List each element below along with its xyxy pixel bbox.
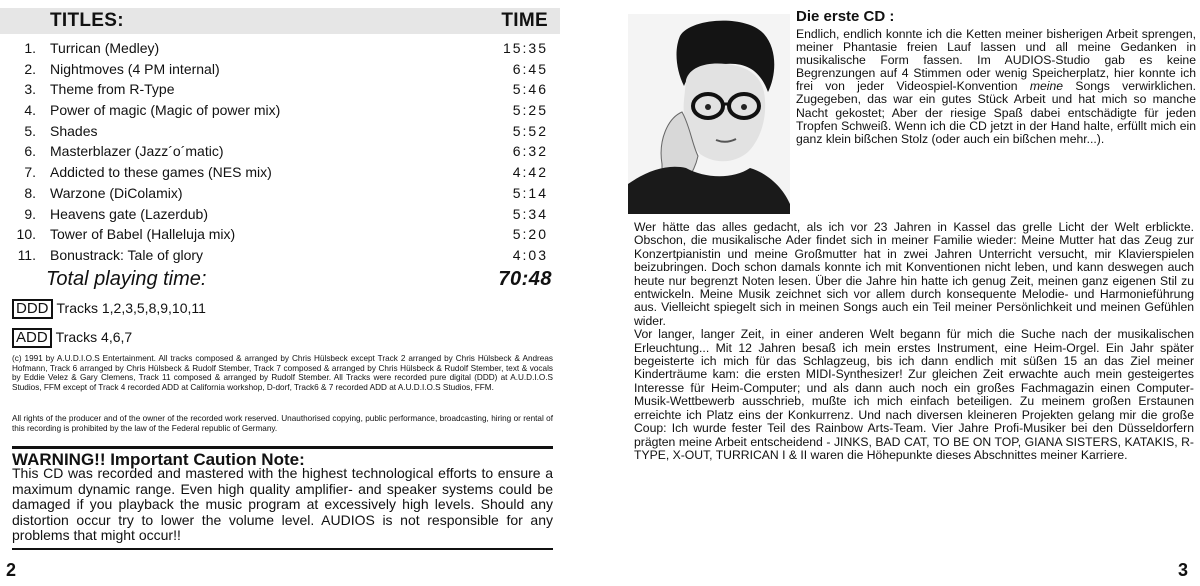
track-row bbox=[0, 224, 560, 245]
track-title: Tower of Babel (Halleluja mix) bbox=[50, 226, 236, 243]
add-tracks: Tracks 4,6,7 bbox=[55, 329, 133, 345]
time-heading: TIME bbox=[501, 10, 548, 31]
track-row bbox=[0, 100, 560, 121]
track-time: 5:25 bbox=[512, 102, 548, 119]
page-number-right: 3 bbox=[1177, 560, 1188, 580]
track-title: Heavens gate (Lazerdub) bbox=[50, 205, 208, 222]
track-row bbox=[0, 59, 560, 80]
rights-notice: All rights of the producer and of the owner of the recorded work reserved. Unauthorised copying, public performance, broadcasting, hiring or rental of this recording is prohibited by the law of the Federal republic of Germany. bbox=[12, 414, 553, 433]
track-number: 7. bbox=[24, 164, 36, 181]
track-number: 10. bbox=[16, 226, 36, 243]
ddd-tracks: Tracks 1,2,3,5,8,9,10,11 bbox=[56, 300, 206, 316]
track-number: 3. bbox=[24, 81, 36, 98]
track-number: 2. bbox=[24, 60, 36, 77]
ddd-code-box: DDD bbox=[12, 299, 53, 319]
warning-divider bbox=[12, 548, 553, 550]
bio-paragraph-1: Wer hätte das alles gedacht, als ich vor 23 Jahren in Kassel das grelle Licht der Welt erblickte. Obschon, die musikalische Ader findet sich in meiner Familie wieder: Meine Mutter hat das Zeug zur Konzertpianistin und meine Großmutter hat in zwei Jahren Unterricht versucht, mir Klavierspielen beizubringen. Doch schon damals konnte ich mit Konventionen nicht leben, und kann deswegen auch heute nur begrenzt Noten lesen. Über die Jahre hin hatte ich genug Zeit, meinen ganz eigenen Stil zu entwickeln. Meine Musik zeichnet sich vor allem durch konsequente Melodie- und Harmonieführung aus. Vielleicht spiegelt sich in meinen Songs auch ein Teil meiner Persönlichkeit und meinen Gefühlen wider. bbox=[634, 220, 1194, 328]
tracklist bbox=[0, 38, 560, 266]
intro-text-part2: Songs verwirklichen. Zugegeben, das war ein gutes Stück Arbeit und hat mich so manche Nacht gekostet; Aber der riesige Spaß dabei entschädigte für jeden Tropfen Schweiß. Wenn ich die CD jetzt in der Hand halte, erfüllt mich ein ganz klein bißchen Stolz (oder auch ein bißchen mehr...). bbox=[796, 79, 1196, 146]
track-time: 6:32 bbox=[512, 143, 548, 160]
track-row bbox=[0, 79, 560, 100]
titles-heading: TITLES: bbox=[50, 10, 124, 31]
intro-text bbox=[796, 28, 1196, 146]
track-title: Power of magic (Magic of power mix) bbox=[50, 102, 281, 119]
track-row bbox=[0, 121, 560, 142]
intro-title: Die erste CD : bbox=[796, 8, 895, 25]
track-title: Theme from R-Type bbox=[50, 81, 175, 98]
track-title: Turrican (Medley) bbox=[50, 40, 160, 56]
track-title: Bonustrack: Tale of glory bbox=[50, 246, 204, 263]
track-row bbox=[0, 38, 560, 59]
track-time: 6:45 bbox=[512, 60, 548, 77]
page-number-left: 2 bbox=[6, 560, 17, 580]
left-page bbox=[0, 0, 580, 586]
ddd-code-line bbox=[12, 298, 206, 318]
intro-text-part1: Endlich, endlich konnte ich die Ketten meiner bisherigen Arbeit sprengen, meiner Phantasie freien Lauf lassen und all meine Gedanken in musikalische Form fassen. Im AUDIOS-Studio gab es keine Begrenzungen auf 4 Stimmen oder wenig Speicherplatz, hier konnte ich frei von jeder Videospiel-Konvention bbox=[796, 27, 1196, 94]
track-title: Shades bbox=[50, 122, 98, 139]
track-row bbox=[0, 183, 560, 204]
tracklist-header bbox=[0, 8, 560, 34]
right-page bbox=[600, 0, 1200, 586]
track-row bbox=[0, 141, 560, 162]
track-number: 9. bbox=[24, 205, 36, 222]
track-time: 5:14 bbox=[512, 184, 548, 201]
total-label: Total playing time: bbox=[46, 268, 207, 290]
track-number: 6. bbox=[24, 143, 36, 160]
track-time: 15:35 bbox=[502, 40, 548, 56]
warning-title: WARNING!! Important Caution Note: bbox=[12, 446, 553, 470]
track-row bbox=[0, 204, 560, 225]
track-number: 1. bbox=[24, 40, 36, 56]
track-title: Addicted to these games (NES mix) bbox=[50, 164, 272, 181]
track-row bbox=[0, 245, 560, 266]
track-time: 5:46 bbox=[512, 81, 548, 98]
track-time: 4:03 bbox=[512, 246, 548, 263]
track-title: Nightmoves (4 PM internal) bbox=[50, 60, 220, 77]
add-code-line bbox=[12, 327, 132, 347]
track-number: 11. bbox=[17, 246, 36, 263]
total-value: 70:48 bbox=[498, 268, 552, 290]
portrait-photo bbox=[628, 14, 790, 214]
warning-body: This CD was recorded and mastered with the highest technological efforts to ensure a maximum dynamic range. Even high quality amplifier- and speaker systems could be damaged if you playback the music program at excessively high levels. Should any distortion occur try to lower the volume level. AUDIOS is not responsible for any problems that might occur!! bbox=[12, 465, 553, 544]
track-time: 5:52 bbox=[512, 122, 548, 139]
track-title: Warzone (DiColamix) bbox=[50, 184, 183, 201]
track-time: 4:42 bbox=[512, 164, 548, 181]
bio-paragraph-2: Vor langer, langer Zeit, in einer anderen Welt begann für mich die Suche nach der musikalischen Erleuchtung... Mit 12 Jahren besaß ich mein erstes Instrument, eine Heim-Orgel. Ein Jahr später begeisterte ich mich für das Schlagzeug, bis ich dann endlich mit süßen 15 an das Ziel meiner Kinderträume kam: die ersten MIDI-Synthesizer! Zur gleichen Zeit erwachte auch mein gesteigertes Interesse für Heim-Computer; und als dann auch noch ein großes Fachmagazin einen Computer-Musik-Wettbewerb ausschrieb, mußte ich mich einfach beteiligen. Zu meinem großen Erstaunen erreichte ich Platz eins der Konkurrenz. Und nach diversen kleineren Projekten gelang mir die große Coup: Ich wurde fester Teil des Rainbow Arts-Team. Vier Jahre Profi-Musiker bei den Düsseldorfern prägten meine Arbeit entscheidend - JINKS, BAD CAT, TO BE ON TOP, GIANA SISTERS, KATAKIS, R-TYPE, X-OUT, TURRICAN I & II waren die Höhepunkte dieses Abschnittes meiner Karriere. bbox=[634, 327, 1194, 462]
track-number: 8. bbox=[24, 184, 36, 201]
track-title: Masterblazer (Jazz´o´matic) bbox=[50, 143, 224, 160]
copyright-notice: (c) 1991 by A.U.D.I.O.S Entertainment. All tracks composed & arranged by Chris Hülsbeck except Track 2 arranged by Chris Hülsbeck & Andreas Hofmann, Track 6 arranged by Chris Hülsbeck & Rudolf Stember, Track 7 composed & arranged by Chris Hülsbeck & Rudolf Stember, text & vocals by Eddie Velez & Gary Clemens, Track 11 composed & arranged by Rudolf Stember. All Tracks were recorded pure digital (DDD) at A.U.D.I.O.S Studios, FFM except of Track 4 recorded ADD at California workshop, D-dorf, Track6 & 7 recorded ADD at A.U.D.I.O.S Studios, FFM. bbox=[12, 354, 553, 392]
total-playing-time bbox=[46, 268, 560, 294]
biography bbox=[634, 221, 1194, 462]
track-row bbox=[0, 162, 560, 183]
add-code-box: ADD bbox=[12, 328, 52, 348]
track-number: 4. bbox=[24, 102, 36, 119]
track-time: 5:20 bbox=[512, 226, 548, 243]
intro-text-emphasis: meine bbox=[1029, 79, 1064, 94]
track-time: 5:34 bbox=[512, 205, 548, 222]
track-number: 5. bbox=[24, 122, 36, 139]
